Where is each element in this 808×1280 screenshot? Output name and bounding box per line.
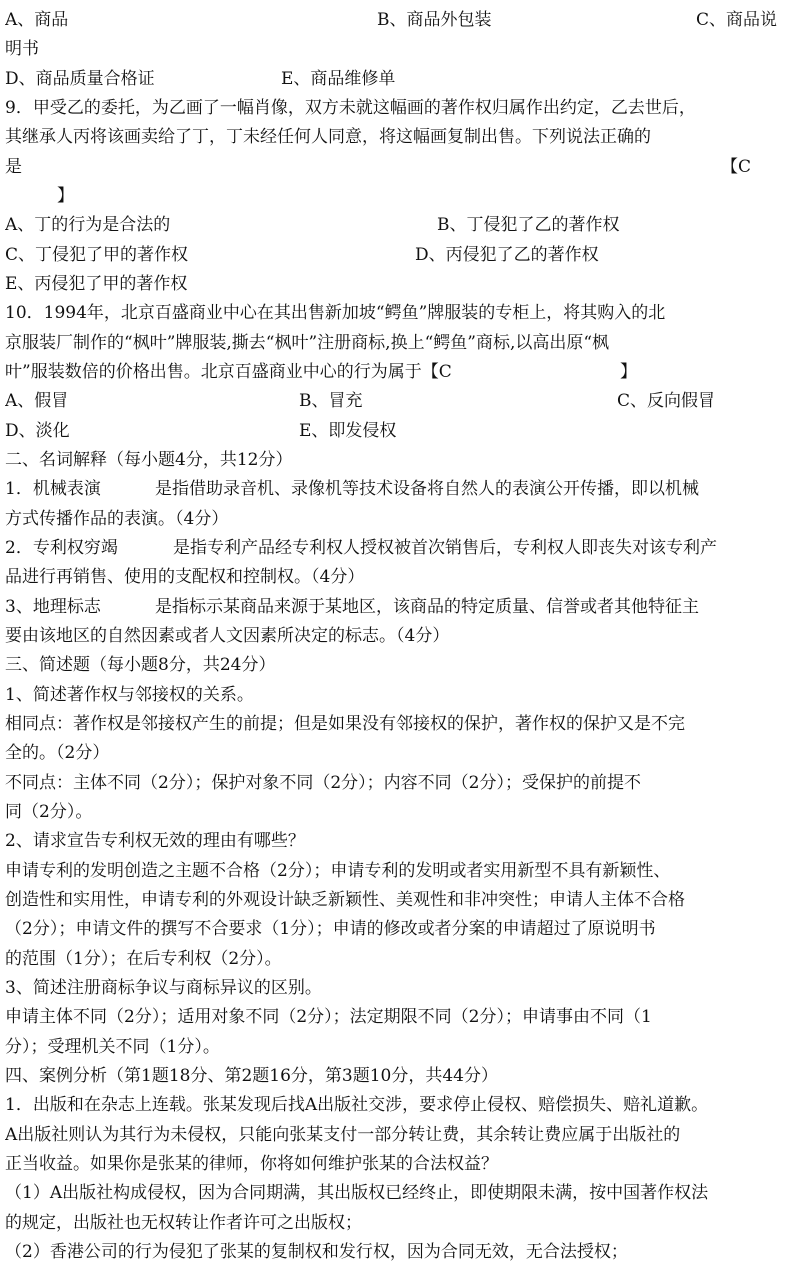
q9-option-b: B、丁侵犯了乙的著作权 [437,215,620,235]
s3-q1-line3: 不同点：主体不同（2分）；保护对象不同（2分）；内容不同（2分）；受保护的前提不 [5,773,641,793]
q9-answer-close-line [5,182,786,211]
term2-name: 2．专利权穷竭 [5,538,118,558]
term1-line2: 方式传播作品的表演。（4分） [5,509,229,529]
q9-option-e: E、丙侵犯了甲的著作权 [5,274,188,294]
q8-options-row1 [5,6,786,35]
s3-q1-title: 1、简述著作权与邻接权的关系。 [5,685,254,705]
s3-q2-line3: （2分）；申请文件的撰写不合要求（1分）；申请的修改或者分案的申请超过了原说明书 [5,919,656,939]
q8-option-c-continued: 明书 [5,39,39,59]
section4-heading: 四、案例分析（第1题18分、第2题16分，第3题10分，共44分） [5,1066,498,1086]
term3-definition: 是指标示某商品来源于某地区，该商品的特定质量、信誉或者其他特征主 [155,597,699,617]
term3-line2: 要由该地区的自然因素或者人文因素所决定的标志。（4分） [5,626,450,646]
q10-option-e: E、即发侵权 [299,421,397,441]
q9-stem-end: 是 [5,157,22,177]
s4-c1-line2: A出版社则认为其行为未侵权，只能向张某支付一部分转让费，其余转让费应属于出版社的 [5,1125,681,1145]
s3-q3-line2: 分）；受理机关不同（1分）。 [5,1037,220,1057]
q8-option-d: D、商品质量合格证 [5,69,155,89]
term3-line1 [5,593,786,622]
s3-q3-line1: 申请主体不同（2分）；适用对象不同（2分）；法定期限不同（2分）；申请事由不同（1 [5,1007,652,1027]
q8-option-a: A、商品 [5,10,69,30]
s3-q2-line1: 申请专利的发明创造之主题不合格（2分）；申请专利的发明或者实用新型不具有新颖性、 [5,861,671,881]
q10-stem-line3 [5,358,786,387]
q10-answer-close: 】 [620,362,637,382]
q10-option-d: D、淡化 [5,421,70,441]
s3-q2-line2: 创造性和实用性，申请专利的外观设计缺乏新颖性、美观性和非冲突性；申请人主体不合格 [5,890,685,910]
s4-c1-answer1-line2: 的规定，出版社也无权转让作者许可之出版权； [5,1213,362,1233]
q10-option-a: A、假冒 [5,391,69,411]
s4-c1-line3: 正当收益。如果你是张某的律师，你将如何维护张某的合法权益？ [5,1154,498,1174]
q10-option-c: C、反向假冒 [617,391,716,411]
q9-option-c: C、丁侵犯了甲的著作权 [5,245,189,265]
s4-c1-line1: 1．出版和在杂志上连载。张某发现后找A出版社交涉，要求停止侵权、赔偿损失、赔礼道歉。 [5,1095,709,1115]
q9-stem-line1: 9．甲受乙的委托，为乙画了一幅肖像，双方未就这幅画的著作权归属作出约定，乙去世后， [5,98,696,118]
q9-answer-open: 【C [721,157,752,177]
q10-stem-end: 叶”服装数倍的价格出售。北京百盛商业中心的行为属于【C [5,362,452,382]
s3-q3-title: 3、简述注册商标争议与商标异议的区别。 [5,978,322,998]
s3-q2-title: 2、请求宣告专利权无效的理由有哪些？ [5,831,305,851]
term2-line1 [5,534,786,563]
s3-q1-line2: 全的。（2分） [5,743,110,763]
q8-option-e: E、商品维修单 [281,69,396,89]
q8-options-row2 [5,65,786,94]
q8-option-c: C、商品说 [696,10,778,30]
s4-c1-answer1-line1: （1）A出版社构成侵权，因为合同期满，其出版权已经终止，即使期限未满，按中国著作权法 [5,1183,709,1203]
s4-c1-answer2-line1: （2）香港公司的行为侵犯了张某的复制权和发行权，因为合同无效，无合法授权； [5,1242,628,1262]
term1-name: 1．机械表演 [5,479,101,499]
q8-option-b: B、商品外包装 [377,10,492,30]
s3-q1-line4: 同（2分）。 [5,802,93,822]
q10-stem-line2: 京服装厂制作的“枫叶”牌服装,撕去“枫叶”注册商标,换上“鳄鱼”商标,以高出原“枫 [5,333,610,353]
term1-definition: 是指借助录音机、录像机等技术设备将自然人的表演公开传播，即以机械 [155,479,699,499]
q9-option-a: A、丁的行为是合法的 [5,215,171,235]
s3-q1-line1: 相同点：著作权是邻接权产生的前提；但是如果没有邻接权的保护，著作权的保护又是不完 [5,714,685,734]
q9-options-row2 [5,241,786,270]
q9-stem-line3 [5,153,786,182]
q9-stem-line2: 其继承人丙将该画卖给了丁，丁未经任何人同意，将这幅画复制出售。下列说法正确的 [5,127,651,147]
q10-option-b: B、冒充 [299,391,363,411]
q10-options-row2 [5,417,786,446]
section3-heading: 三、简述题（每小题8分，共24分） [5,655,276,675]
q10-options-row1 [5,387,786,416]
section2-heading: 二、名词解释（每小题4分，共12分） [5,450,293,470]
q9-options-row1 [5,211,786,240]
term2-definition: 是指专利产品经专利权人授权被首次销售后，专利权人即丧失对该专利产 [173,538,717,558]
q10-stem-line1: 10．1994年，北京百盛商业中心在其出售新加坡“鳄鱼”牌服装的专柜上，将其购入的北 [5,303,666,323]
term3-name: 3、地理标志 [5,597,101,617]
q9-answer-close: 】 [57,186,74,206]
term2-line2: 品进行再销售、使用的支配权和控制权。（4分） [5,567,365,587]
s3-q2-line4: 的范围（1分）；在后专利权（2分）。 [5,949,282,969]
term1-line1 [5,475,786,504]
q9-option-d: D、丙侵犯了乙的著作权 [415,245,599,265]
